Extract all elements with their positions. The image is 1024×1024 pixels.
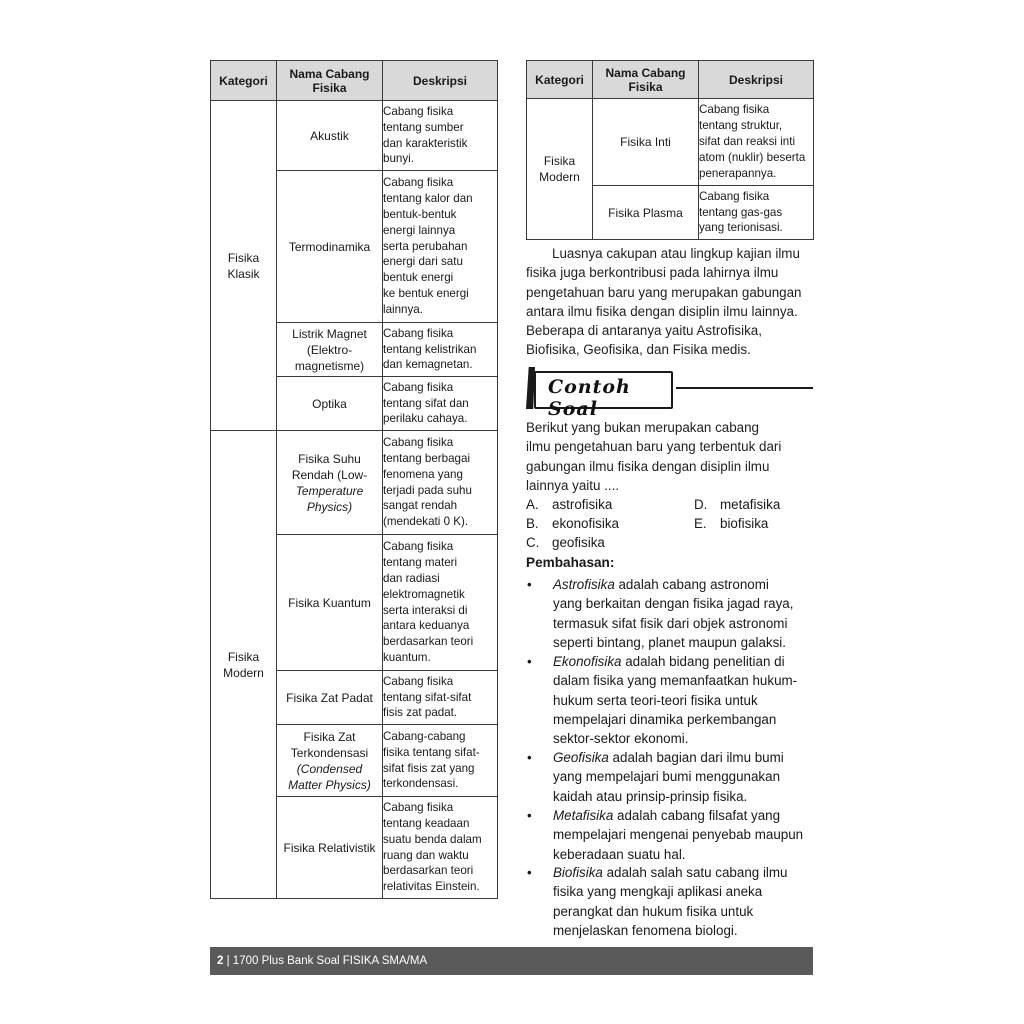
page-number: 2 bbox=[217, 955, 224, 967]
physics-branches-table-left bbox=[210, 60, 498, 899]
bullet-icon: • bbox=[527, 750, 532, 765]
branch-name: Fisika Plasma bbox=[593, 186, 699, 240]
heading-rule bbox=[676, 387, 813, 389]
category-fisika-klasik: Fisika Klasik bbox=[211, 101, 277, 431]
category-fisika-modern: Fisika Modern bbox=[211, 431, 277, 899]
branch-description: Cabang fisika tentang sifat-sifat fisis zat padat. bbox=[383, 671, 498, 725]
question-text: Berikut yang bukan merupakan cabang ilmu pengetahuan baru yang terbentuk dari gabungan ilmu fisika dengan disiplin ilmu lainnya yaitu .... bbox=[526, 420, 782, 493]
header-deskripsi: Deskripsi bbox=[699, 61, 814, 99]
branch-name: Optika bbox=[277, 377, 383, 431]
option-a: A. astrofisika bbox=[526, 497, 613, 512]
branch-name: Listrik Magnet (Elektro- magnetisme) bbox=[277, 323, 383, 377]
table-header-row bbox=[211, 61, 498, 101]
table-header-row bbox=[527, 61, 814, 99]
category-fisika-modern: Fisika Modern bbox=[527, 99, 593, 240]
branch-description: Cabang fisika tentang kelistrikan dan kemagnetan. bbox=[383, 323, 498, 377]
footer-separator: | bbox=[223, 955, 233, 967]
page-footer bbox=[210, 947, 813, 975]
branch-description: Cabang fisika tentang kalor dan bentuk-bentuk energi lainnya serta perubahan energi dari satu bentuk energi ke bentuk energi lainnya. bbox=[383, 171, 498, 323]
branch-description: Cabang fisika tentang gas-gas yang terionisasi. bbox=[699, 186, 814, 240]
table-row bbox=[527, 99, 814, 186]
branch-description: Cabang fisika tentang materi dan radiasi elektromagnetik serta interaksi di antara keduanya berdasarkan teori kuantum. bbox=[383, 535, 498, 671]
bullet-icon: • bbox=[527, 808, 532, 823]
option-d: D. metafisika bbox=[694, 497, 781, 512]
intro-paragraph: Luasnya cakupan atau lingkup kajian ilmu fisika juga berkontribusi pada lahirnya ilmu pengetahuan baru yang merupakan gabungan antara ilmu fisika dengan disiplin ilmu lainnya. Beberapa di antaranya yaitu Astrofisika, Biofisika, Geofisika, dan Fisika medis. bbox=[526, 246, 802, 358]
physics-branches-table-right bbox=[526, 60, 814, 240]
branch-name: Fisika Zat Terkondensasi (Condensed Matter Physics) bbox=[277, 725, 383, 797]
option-e: E. biofisika bbox=[694, 516, 769, 531]
contoh-soal-heading bbox=[526, 367, 813, 420]
branch-description: Cabang fisika tentang keadaan suatu benda dalam ruang dan waktu berdasarkan teori relativitas Einstein. bbox=[383, 797, 498, 899]
branch-name: Fisika Zat Padat bbox=[277, 671, 383, 725]
bullet-icon: • bbox=[527, 577, 532, 592]
option-c: C. geofisika bbox=[526, 535, 605, 550]
branch-name: Fisika Inti bbox=[593, 99, 699, 186]
branch-name: Termodinamika bbox=[277, 171, 383, 323]
pembahasan-title: Pembahasan: bbox=[526, 555, 615, 570]
header-kategori: Kategori bbox=[211, 61, 277, 101]
header-deskripsi: Deskripsi bbox=[383, 61, 498, 101]
header-nama-cabang: Nama Cabang Fisika bbox=[593, 61, 699, 99]
table-row bbox=[211, 431, 498, 535]
branch-description: Cabang fisika tentang berbagai fenomena yang terjadi pada suhu sangat rendah (mendekati 0 K). bbox=[383, 431, 498, 535]
branch-description: Cabang fisika tentang struktur, sifat dan reaksi inti atom (nuklir) beserta penerapannya. bbox=[699, 99, 814, 186]
bullet-icon: • bbox=[527, 654, 532, 669]
bullet-icon: • bbox=[527, 865, 532, 880]
heading-box bbox=[534, 371, 673, 420]
table-row bbox=[211, 101, 498, 171]
branch-name: Fisika Kuantum bbox=[277, 535, 383, 671]
branch-description: Cabang fisika tentang sumber dan karakteristik bunyi. bbox=[383, 101, 498, 171]
branch-name: Fisika Suhu Rendah (Low- Temperature Physics) bbox=[277, 431, 383, 535]
header-kategori: Kategori bbox=[527, 61, 593, 99]
branch-name: Fisika Relativistik bbox=[277, 797, 383, 899]
branch-name: Akustik bbox=[277, 101, 383, 171]
option-b: B. ekonofisika bbox=[526, 516, 619, 531]
branch-description: Cabang fisika tentang sifat dan perilaku cahaya. bbox=[383, 377, 498, 431]
header-nama-cabang: Nama Cabang Fisika bbox=[277, 61, 383, 101]
book-title: 1700 Plus Bank Soal FISIKA SMA/MA bbox=[232, 955, 428, 967]
branch-description: Cabang-cabang fisika tentang sifat- sifat fisis zat yang terkondensasi. bbox=[383, 725, 498, 797]
contoh-soal-title: Contoh Soal bbox=[548, 376, 631, 420]
